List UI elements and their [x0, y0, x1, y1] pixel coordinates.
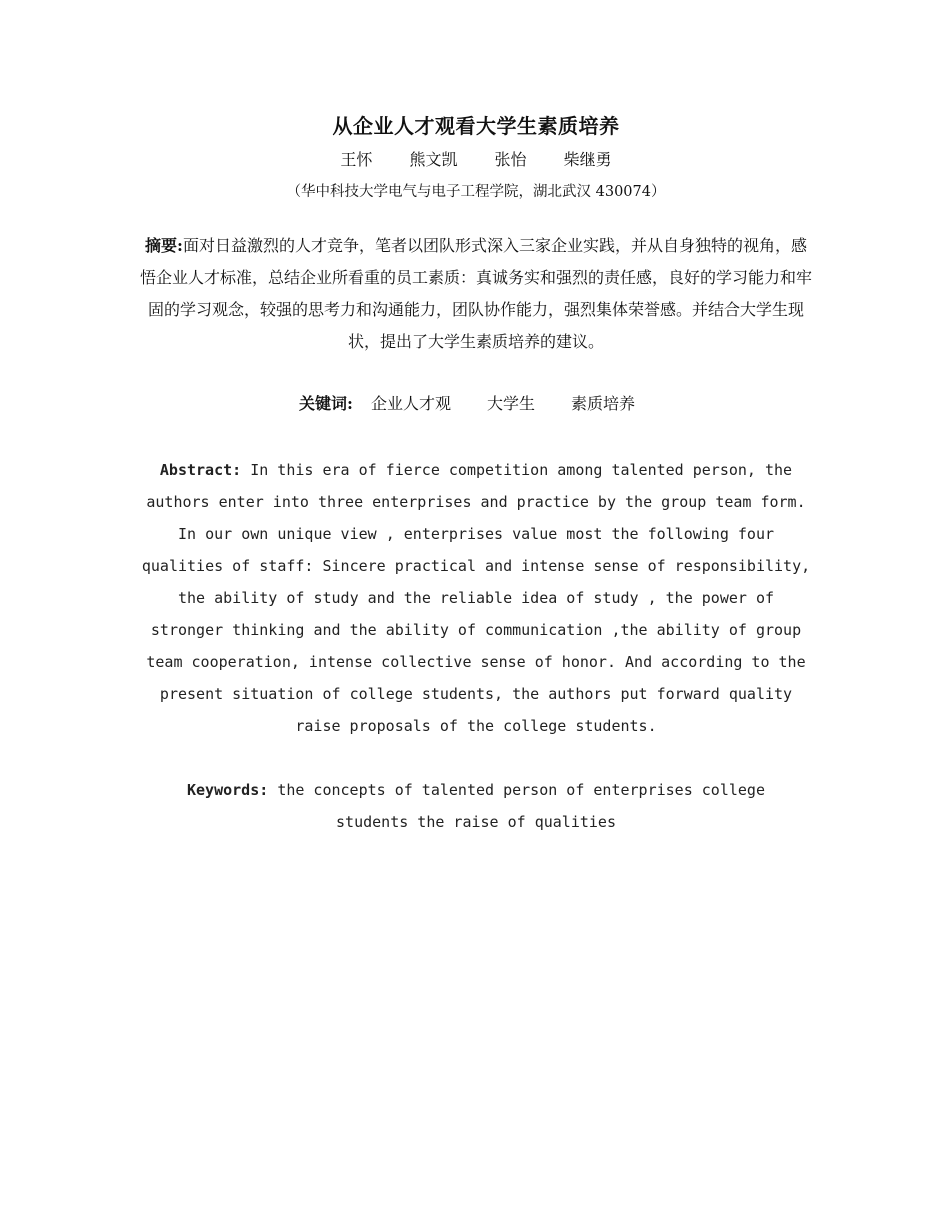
author-name: 柴继勇 — [563, 150, 612, 169]
abstract-chinese-label: 摘要: — [145, 236, 183, 255]
keyword-item: 企业人才观 — [370, 394, 451, 413]
abstract-chinese-text: 面对日益激烈的人才竞争，笔者以团队形式深入三家企业实践，并从自身独特的视角，感悟企业人才标准，总结企业所看重的员工素质：真诚务实和强烈的责任感，良好的学习能力和牢固的学习观念，较强的思考力和沟通能力，团队协作能力，强烈集体荣誉感。并结合大学生现状，提出了大学生素质培养的建议。 — [139, 236, 812, 351]
author-name: 熊文凯 — [409, 150, 458, 169]
author-list — [138, 144, 814, 176]
author-name: 王怀 — [340, 150, 373, 169]
author-name: 张怡 — [494, 150, 527, 169]
keywords-english-label: Keywords: — [187, 781, 269, 799]
abstract-english — [138, 454, 814, 742]
paper-title: 从企业人才观看大学生素质培养 — [332, 114, 620, 138]
keywords-english-text: the concepts of talented person of enterprises college students the raise of qualities — [277, 781, 765, 831]
keyword-item: 大学生 — [486, 394, 535, 413]
paper-page — [138, 108, 814, 838]
abstract-english-label: Abstract: — [159, 461, 242, 479]
abstract-chinese — [138, 230, 814, 358]
keywords-chinese — [138, 388, 814, 420]
abstract-english-text: In this era of fierce competition among talented person, the authors enter into three enterprises and practice by the group team form. In our own unique view , enterprises value most the following four qualities of staff: Sincere practical and intense sense of responsibility, the ability of study and the reliable idea of study , the power of stronger thinking and the ability of communication ,the ability of group team cooperation, intense collective sense of honor. And according to the present situation of college students, the authors put forward quality raise proposals of the college students. — [141, 461, 811, 735]
keywords-chinese-label: 关键词: — [299, 394, 353, 413]
affiliation: （华中科技大学电气与电子工程学院，湖北武汉 430074） — [286, 184, 666, 200]
keyword-item: 素质培养 — [570, 394, 635, 413]
keywords-english — [138, 774, 814, 838]
